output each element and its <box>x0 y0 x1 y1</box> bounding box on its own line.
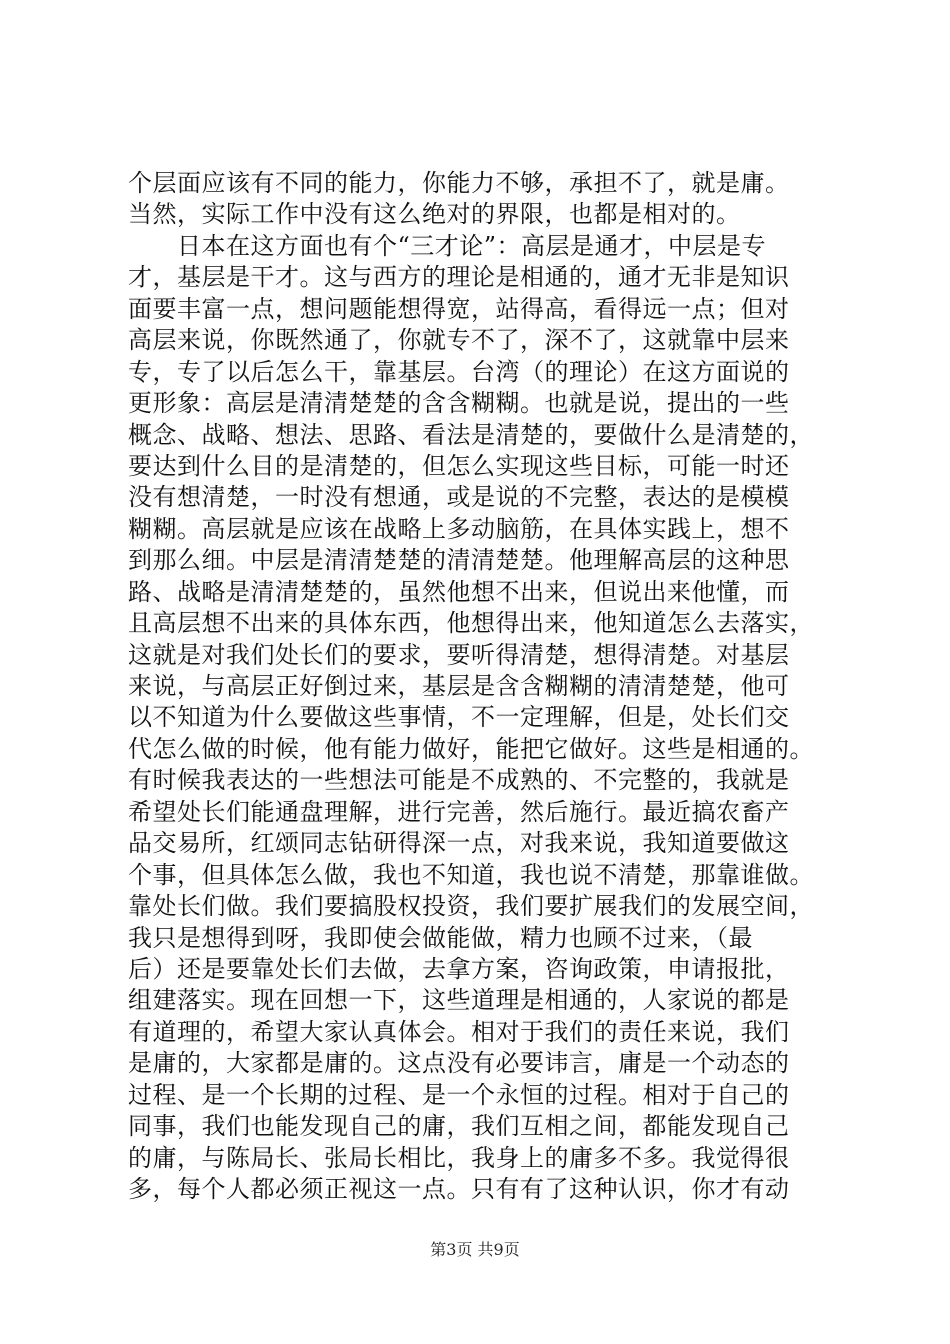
text-line: 到那么细。中层是清清楚楚的清清楚楚。他理解高层的这种思 <box>128 546 790 575</box>
text-line: 有道理的，希望大家认真体会。相对于我们的责任来说，我们 <box>128 1017 790 1046</box>
text-line: 以不知道为什么要做这些事情，不一定理解，但是，处长们交 <box>128 703 790 732</box>
text-line: 组建落实。现在回想一下，这些道理是相通的，人家说的都是 <box>128 986 790 1015</box>
text-line: 个层面应该有不同的能力，你能力不够，承担不了，就是庸。 <box>128 169 790 197</box>
text-line: 才，基层是干才。这与西方的理论是相通的，通才无非是知识 <box>128 263 790 292</box>
text-line: 靠处长们做。我们要搞股权投资，我们要扩展我们的发展空间， <box>128 892 814 921</box>
text-line: 多，每个人都必须正视这一点。只有有了这种认识，你才有动 <box>128 1175 790 1203</box>
text-line: 糊糊。高层就是应该在战略上多动脑筋，在具体实践上，想不 <box>128 514 790 543</box>
text-line: 没有想清楚，一时没有想通，或是说的不完整，表达的是模模 <box>128 483 790 512</box>
text-line: 的庸，与陈局长、张局长相比，我身上的庸多不多。我觉得很 <box>128 1143 790 1172</box>
text-line: 我只是想得到呀，我即使会做能做，精力也顾不过来，（最 <box>128 923 753 952</box>
text-line: 高层来说，你既然通了，你就专不了，深不了，这就靠中层来 <box>128 326 790 355</box>
text-line: 这就是对我们处长们的要求，要听得清楚，想得清楚。对基层 <box>128 640 790 669</box>
text-line: 是庸的，大家都是庸的。这点没有必要讳言，庸是一个动态的 <box>128 1049 790 1078</box>
text-line: 同事，我们也能发现自己的庸，我们互相之间，都能发现自己 <box>128 1112 790 1141</box>
text-line: 概念、战略、想法、思路、看法是清楚的，要做什么是清楚的， <box>128 420 814 449</box>
text-line: 品交易所，红颂同志钻研得深一点，对我来说，我知道要做这 <box>128 829 790 858</box>
text-line: 有时候我表达的一些想法可能是不成熟的、不完整的，我就是 <box>128 766 790 795</box>
text-line: 来说，与高层正好倒过来，基层是含含糊糊的清清楚楚，他可 <box>128 672 790 700</box>
text-line: 希望处长们能通盘理解，进行完善，然后施行。最近搞农畜产 <box>128 797 790 826</box>
text-line: 要达到什么目的是清楚的，但怎么实现这些目标，可能一时还 <box>128 451 790 480</box>
text-line: 日本在这方面也有个“三才论”：高层是通才，中层是专 <box>128 231 767 260</box>
text-line: 且高层想不出来的具体东西，他想得出来，他知道怎么去落实， <box>128 609 814 638</box>
text-line: 当然，实际工作中没有这么绝对的界限，也都是相对的。 <box>128 200 741 229</box>
text-line: 面要丰富一点，想问题能想得宽，站得高，看得远一点；但对 <box>128 294 790 323</box>
page-footer <box>0 1240 950 1260</box>
text-line: 路、战略是清清楚楚的，虽然他想不出来，但说出来他懂，而 <box>128 577 790 606</box>
text-line: 更形象：高层是清清楚楚的含含糊糊。也就是说，提出的一些 <box>128 389 790 418</box>
text-line: 代怎么做的时候，他有能力做好，能把它做好。这些是相通的。 <box>128 734 814 763</box>
page-indicator: 第3页 共9页 <box>430 1240 520 1259</box>
text-line: 后）还是要靠处长们去做，去拿方案，咨询政策，申请报批， <box>128 954 790 983</box>
text-line: 专，专了以后怎么干，靠基层。台湾（的理论）在这方面说的 <box>128 357 790 386</box>
document-body <box>128 168 828 1205</box>
text-line: 过程、是一个长期的过程、是一个永恒的过程。相对于自己的 <box>128 1080 790 1109</box>
text-line: 个事，但具体怎么做，我也不知道，我也说不清楚，那靠谁做。 <box>128 860 814 889</box>
